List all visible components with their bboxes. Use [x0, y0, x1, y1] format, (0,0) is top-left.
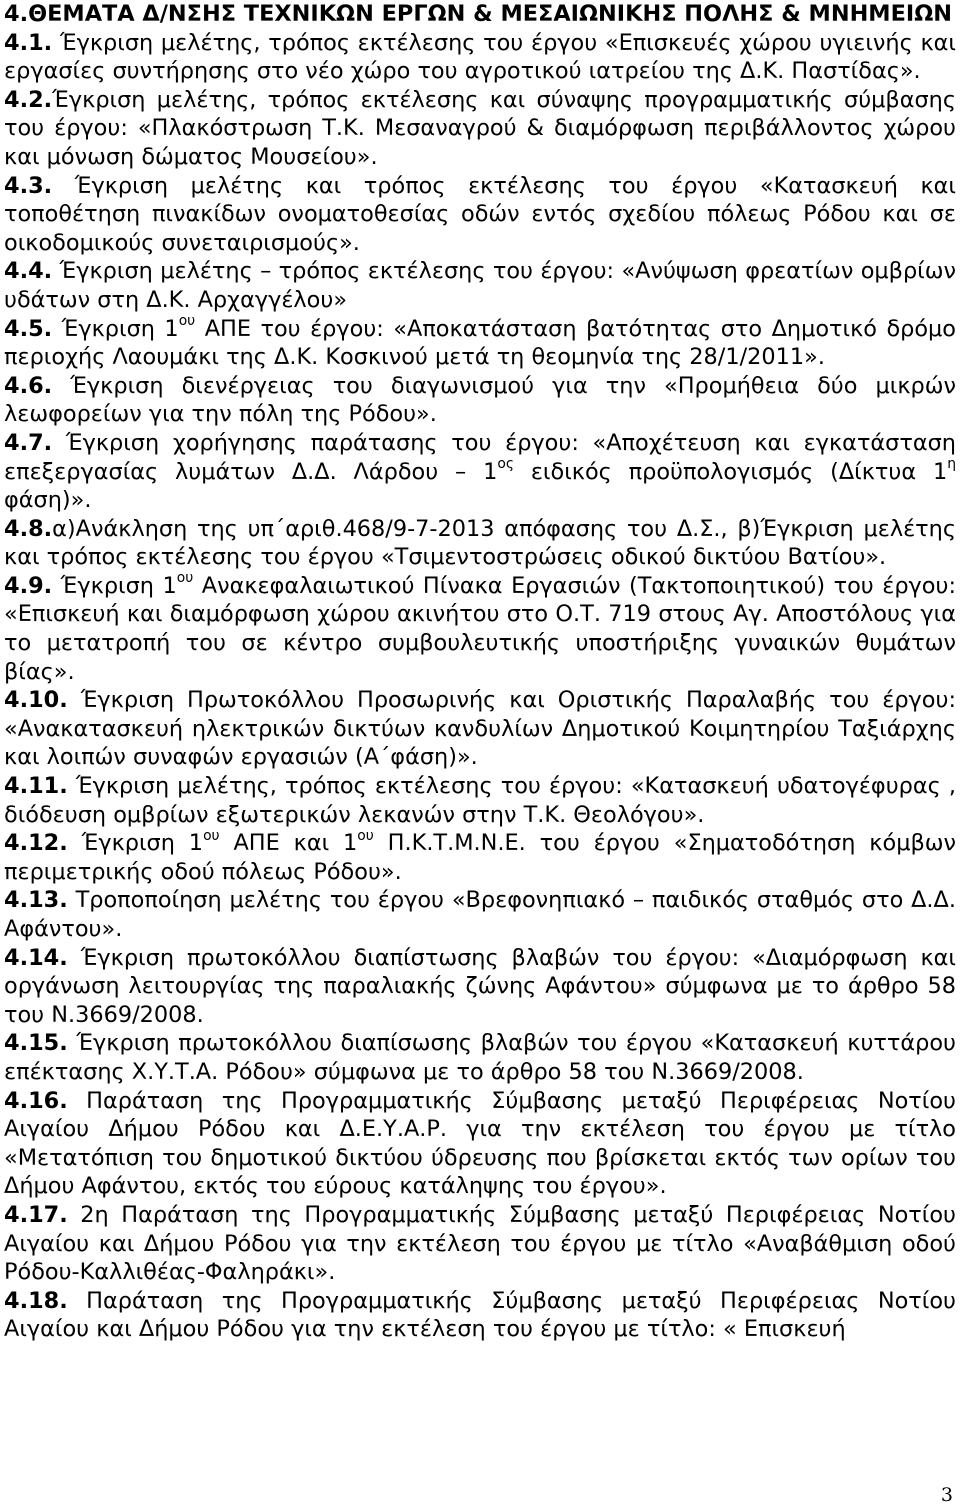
agenda-item-number: 4.8. [4, 515, 53, 542]
agenda-item [4, 1087, 956, 1201]
agenda-item [4, 1287, 956, 1344]
agenda-item [4, 172, 956, 258]
ordinal-superscript: ου [357, 827, 374, 844]
agenda-item [4, 944, 956, 1030]
agenda-item-number: 4.6. [4, 372, 53, 399]
agenda-item-text: Έγκριση διενέργειας του διαγωνισμού για την «Προμήθεια δύο μικρών λεωφορείων για την πόλη της Ρόδου». [4, 372, 956, 428]
agenda-item-text: Έγκριση Πρωτοκόλλου Προσωρινής και Οριστικής Παραλαβής του έργου: «Ανακατασκευή ηλεκτρικών δικτύων κανδυλίων Δημοτικού Κοιμητηρίου Ταξιάρχης και λοιπών συναφών εργασιών (Α΄φάση)». [4, 687, 956, 771]
agenda-item-text: Π.Κ.Τ.Μ.Ν.Ε. του έργου «Σηματοδότηση κόμβων περιμετρικής οδού πόλεως Ρόδου». [4, 830, 956, 885]
ordinal-superscript: ος [497, 455, 514, 472]
agenda-item [4, 772, 956, 829]
agenda-item-number: 4.16. [4, 1087, 68, 1114]
agenda-item-text: Έγκριση 1 [52, 572, 177, 599]
agenda-item-number: 4.9. [4, 572, 53, 599]
agenda-item-text: α)Ανάκληση της υπ΄αριθ.468/9-7-2013 απόφασης του Δ.Σ., β)Έγκριση μελέτης και τρόπος εκτέλεσης του έργου «Τσιμεντοστρώσεις οδικού δικτύου Βατίου». [4, 515, 956, 571]
agenda-item-text: Τροποποίηση μελέτης του έργου «Βρεφονηπιακό – παιδικός σταθμός στο Δ.Δ. Αφάντου». [4, 887, 956, 942]
agenda-item [4, 257, 956, 314]
ordinal-superscript: ου [203, 827, 220, 844]
agenda-item [4, 829, 956, 886]
agenda-item-number: 4.18. [4, 1287, 68, 1314]
agenda-item-text: Έγκριση πρωτοκόλλου διαπίστωσης βλαβών του έργου: «Διαμόρφωση και οργάνωση λειτουργίας της παραλιακής ζώνης Αφάντου» σύμφωνα με το άρθρο 58 του Ν.3669/2008. [4, 944, 956, 1028]
agenda-item-number: 4.4. [4, 258, 53, 285]
agenda-item-text: ΑΠΕ του έργου: «Αποκατάσταση βατότητας στο Δημοτικό δρόμο περιοχής Λαουμάκι της Δ.Κ. Κοσκινού μετά τη θεομηνία της 28/1/2011». [4, 315, 956, 371]
agenda-item [4, 312, 956, 372]
agenda-item-number: 4.10. [4, 687, 68, 714]
section-heading: 4.ΘΕΜΑΤΑ Δ/ΝΣΗΣ ΤΕΧΝΙΚΩΝ ΕΡΓΩΝ & ΜΕΣΑΙΩΝΙΚΗΣ ΠΟΛΗΣ & ΜΝΗΜΕΙΩΝ [4, 1, 952, 27]
agenda-item-text: Έγκριση μελέτης και τρόπος εκτέλεσης του έργου «Κατασκευή και τοποθέτηση πινακίδων ονοματοθεσίας οδών εντός σχεδίου πόλεως Ρόδου και σε οικοδομικούς συνεταιρισμούς». [4, 172, 956, 256]
agenda-item [4, 29, 956, 86]
agenda-item-text: 2η Παράταση της Προγραμματικής Σύμβασης μεταξύ Περιφέρειας Νοτίου Αιγαίου και Δήμου Ρόδου για την εκτέλεση του έργου με τίτλο «Αναβάθμιση οδού Ρόδου-Καλλιθέας-Φαληράκι». [4, 1201, 956, 1286]
document-body [4, 0, 956, 1344]
agenda-item-text: Έγκριση 1 [52, 315, 179, 342]
agenda-item-number: 4.3. [4, 172, 53, 199]
agenda-item-text: Ανακεφαλαιωτικού Πίνακα Εργασιών (Τακτοποιητικού) του έργου: «Επισκευή και διαμόρφωση χώρου ακινήτου στο Ο.Τ. 719 στους Αγ. Αποστόλους για το μετατροπή του σε κέντρο συμβουλευτικής υποστήριξης γυναικών θυμάτων βίας». [4, 572, 956, 685]
page-number: 3 [940, 1484, 953, 1506]
agenda-item-number: 4.7. [4, 429, 53, 456]
agenda-item-number: 4.13. [4, 887, 68, 914]
agenda-item-number: 4.2. [4, 86, 53, 113]
agenda-item-text: Έγκριση μελέτης, τρόπος εκτέλεσης του έργου «Επισκευές χώρου υγιεινής και εργασίες συντήρησης στο νέο χώρο του αγροτικού ιατρείου της Δ.Κ. Παστίδας». [4, 29, 956, 85]
agenda-item-text: Έγκριση χορήγησης παράτασης του έργου: «Αποχέτευση και εγκατάσταση επεξεργασίας λυμάτων Δ.Δ. Λάρδου – 1 [4, 429, 956, 485]
agenda-item [4, 1029, 956, 1086]
agenda-item [4, 572, 956, 686]
agenda-item [4, 372, 956, 429]
agenda-item-text: Παράταση της Προγραμματικής Σύμβασης μεταξύ Περιφέρειας Νοτίου Αιγαίου Δήμου Ρόδου και Δ.Ε.Υ.Α.Ρ. για την εκτέλεση του έργου με τίτλο «Μετατόπιση του δημοτικού δικτύου ύδρευσης που βρίσκεται εκτός των ορίων του Δήμου Αφάντου, εκτός του εύρους κατάληψης του έργου». [4, 1087, 956, 1200]
agenda-item-text: φάση)». [4, 487, 92, 514]
agenda-item-text: ειδικός προϋπολογισμός (Δίκτυα 1 [513, 458, 948, 485]
agenda-item-text: Παράταση της Προγραμματικής Σύμβασης μεταξύ Περιφέρειας Νοτίου Αιγαίου και Δήμου Ρόδου για την εκτέλεση του έργου με τίτλο: « Επισκευή [4, 1287, 956, 1343]
agenda-item-text: Έγκριση μελέτης – τρόπος εκτέλεσης του έργου: «Ανύψωση φρεατίων ομβρίων υδάτων στη Δ.Κ. Αρχαγγέλου» [4, 258, 956, 313]
agenda-item-text: ΑΠΕ και 1 [219, 830, 358, 857]
agenda-item-number: 4.11. [4, 773, 68, 800]
agenda-item-number: 4.14. [4, 944, 68, 971]
ordinal-superscript: ου [176, 570, 194, 587]
agenda-item-text: Έγκριση πρωτοκόλλου διαπίσωσης βλαβών του έργου «Κατασκευή κυττάρου επέκτασης Χ.Υ.Τ.Α. Ρόδου» σύμφωνα με το άρθρο 58 του Ν.3669/2008. [4, 1030, 956, 1085]
ordinal-superscript: η [947, 455, 957, 472]
agenda-item-number: 4.17. [4, 1201, 68, 1228]
agenda-item-number: 4.12. [4, 830, 68, 857]
agenda-item-number: 4.15. [4, 1030, 68, 1057]
agenda-item-text: Έγκριση 1 [67, 830, 204, 857]
ordinal-superscript: ου [178, 312, 196, 329]
agenda-item-list [4, 29, 956, 1344]
agenda-item-number: 4.5. [4, 315, 53, 342]
agenda-item-text: Έγκριση μελέτης, τρόπος εκτέλεσης και σύναψης προγραμματικής σύμβασης του έργου: «Πλακόστρωση Τ.Κ. Μεσαναγρού & διαμόρφωση περιβάλλοντος χώρου και μόνωση δώματος Μουσείου». [4, 86, 956, 170]
agenda-item [4, 86, 956, 172]
agenda-item-text: Έγκριση μελέτης, τρόπος εκτέλεσης του έργου: «Κατασκευή υδατογέφυρας , διόδευση ομβρίων εξωτερικών λεκανών στην Τ.Κ. Θεολόγου». [4, 773, 956, 828]
agenda-item [4, 886, 956, 943]
agenda-item [4, 1201, 956, 1287]
agenda-item [4, 429, 956, 515]
agenda-item [4, 686, 956, 772]
agenda-item [4, 515, 956, 572]
agenda-item-number: 4.1. [4, 29, 53, 56]
